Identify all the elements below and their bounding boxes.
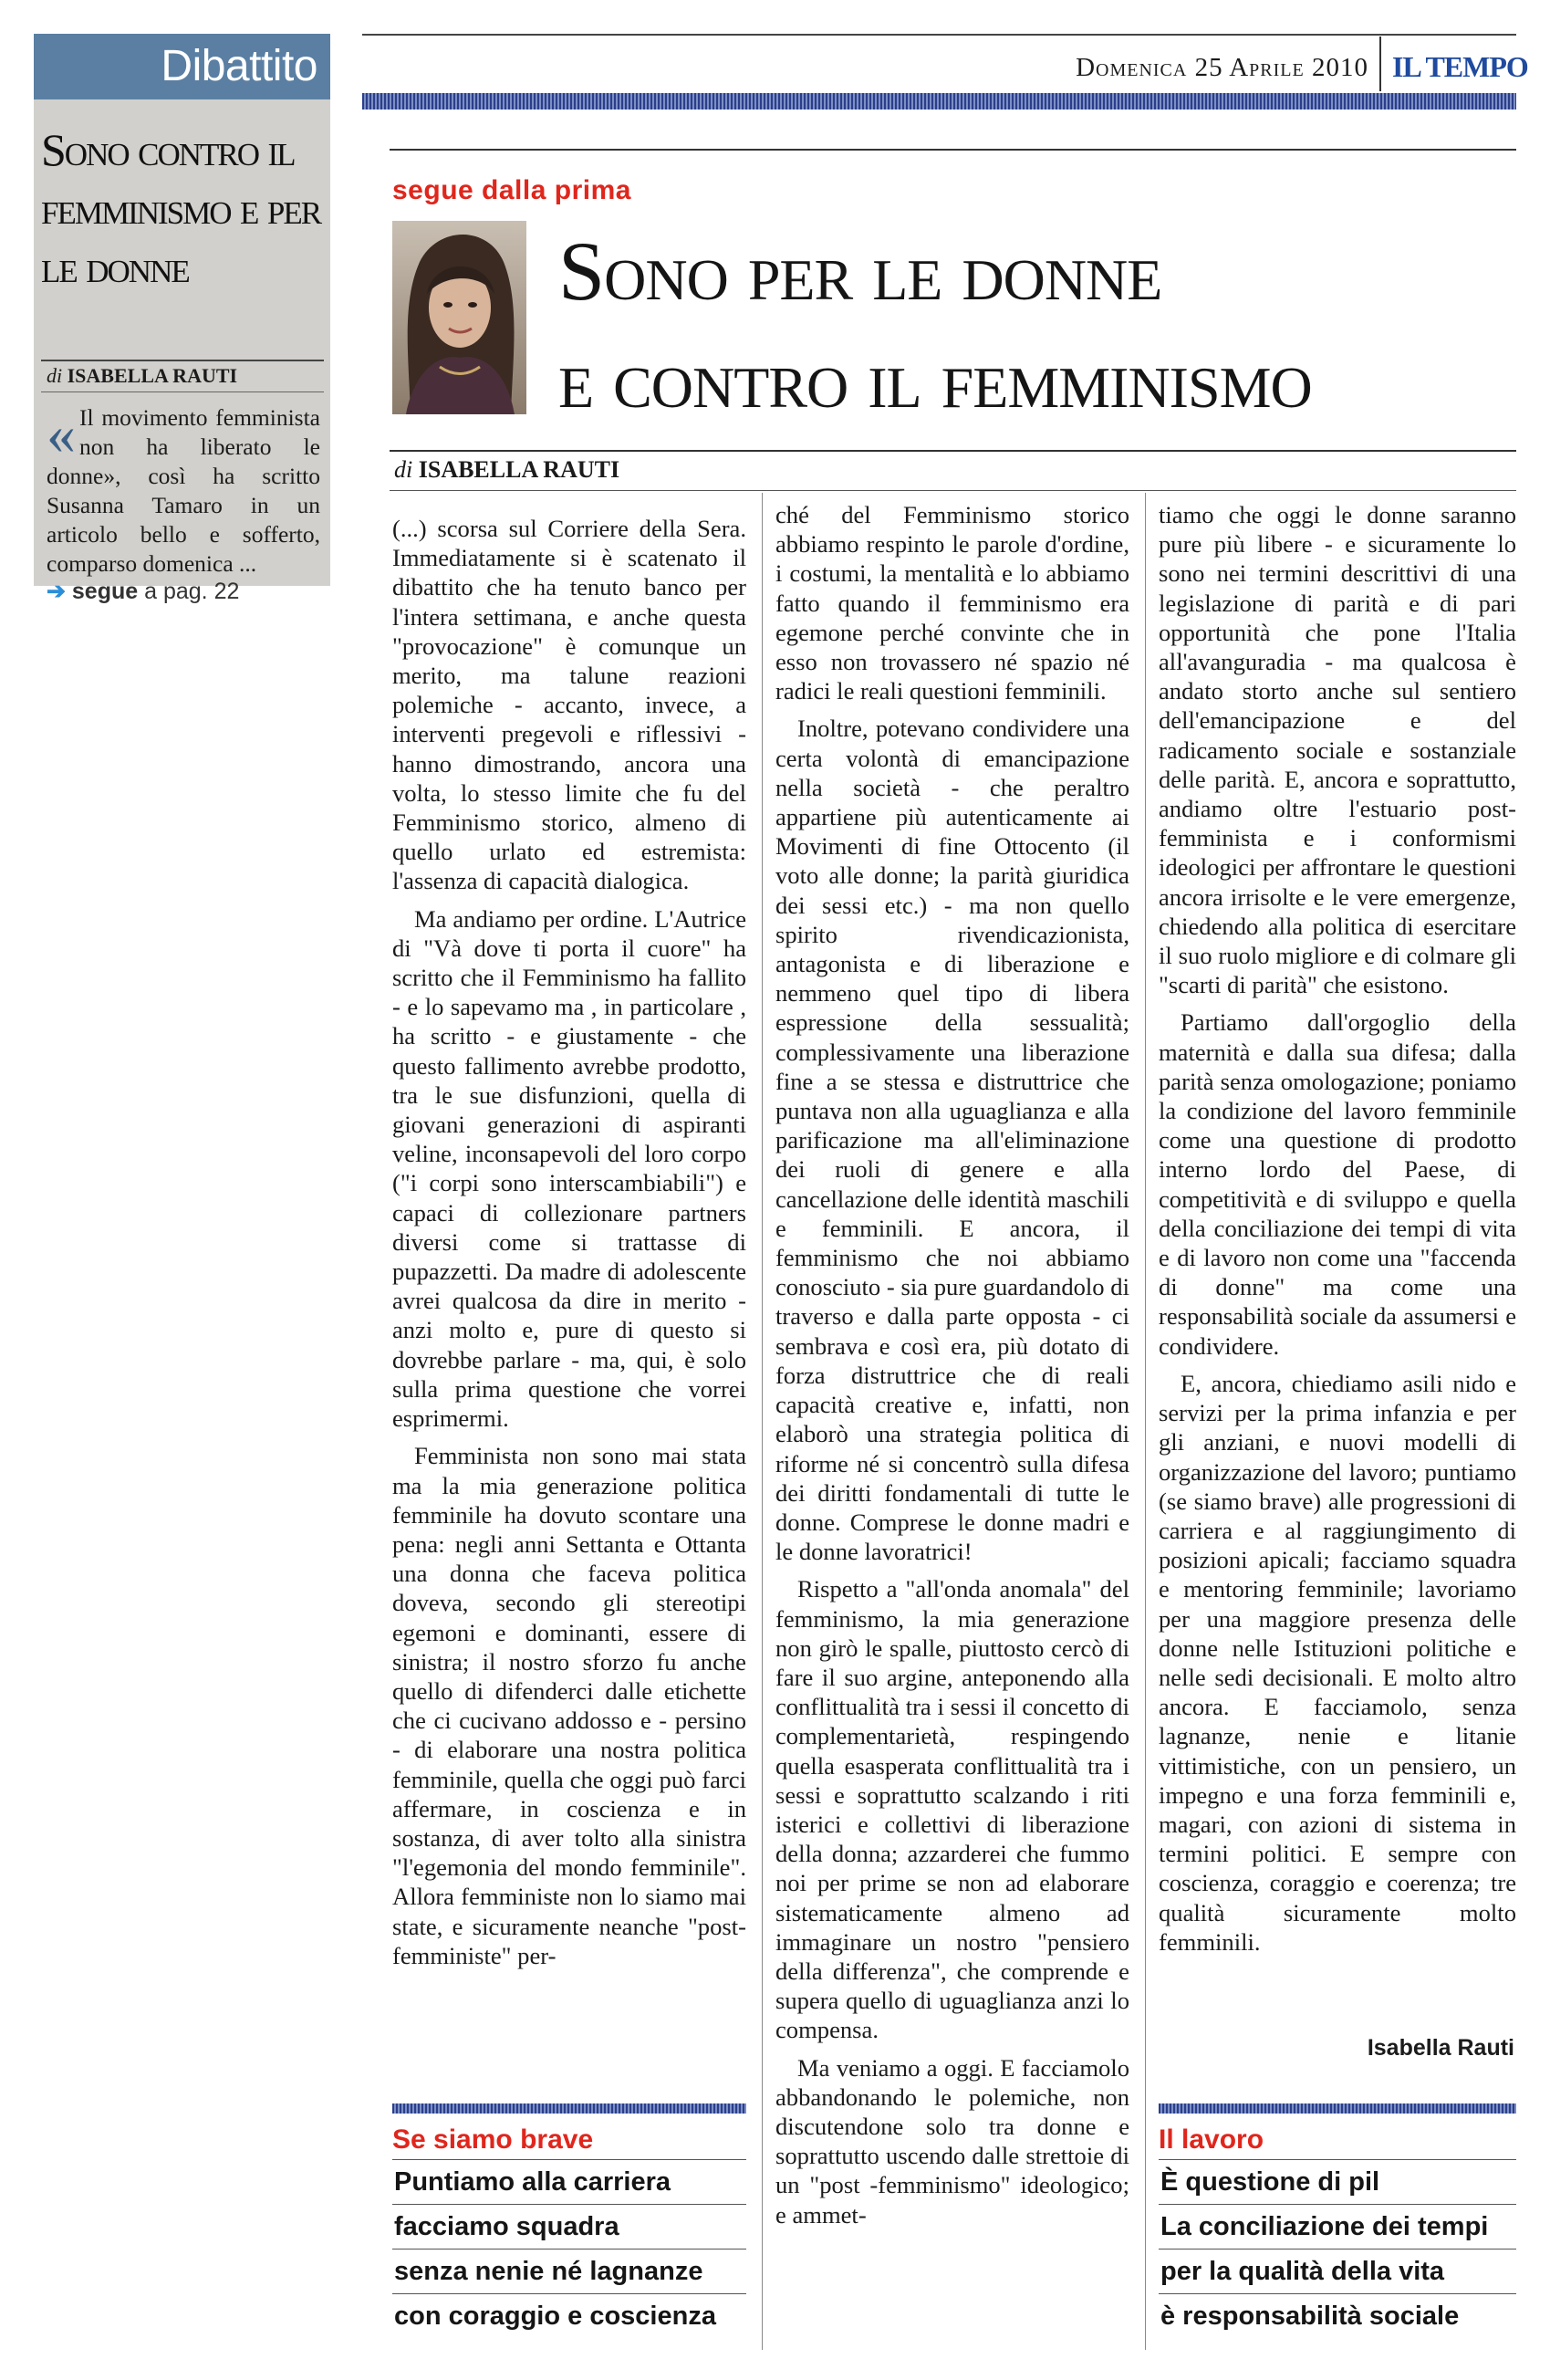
sidebar-right-item: La conciliazione dei tempi [1159,2204,1516,2249]
teaser-continue-link[interactable] [47,578,239,605]
article-column-1 [392,514,746,1970]
paragraph: (...) scorsa sul Corriere della Sera. Immediatamente si è scatenato il dibattito che ha tenuto banco per l'intera settimana, e anche questa "provocazione" è comunque un merito, ma talune reazioni polemiche - accanto, invece, a interventi pregevoli e riflessivi - hanno dimostrando, ancora una volta, lo stesso limite che fu del Femminismo storico, almeno di quello urlato ed estremista: l'assenza di capacità dialogica. [392,515,746,895]
paragraph: Inoltre, potevano condividere una certa volontà di emancipazione nella società - che peraltro appartiene più autenticamente ai Movimenti di fine Ottocento (il voto alle donne; la parità giuridica dei sessi etc.) - ma non quello spirito rivendicazionista, antagonista e di liberazione e nemmeno quel tipo di libera espressione della sessualità; complessivamente una liberazione fine a se stessa e distruttrice che puntava non alla uguaglianza e alla parificazione ma all'eliminazione dei ruoli di genere e alla cancellazione delle identità maschili e femminili. E ancora, il femminismo che noi abbiamo conosciuto - sia pure guardandolo di traverso e dalla parte opposta - ci sembrava e così era, più dotato di forza distruttrice che di reali capacità creative e, infatti, non elaborò una strategia politica di riforme né si concentrò sulla difesa dei diritti fondamentali di tutte le donne. Comprese le donne madri e le donne lavoratrici! [775,715,1129,1566]
byline-top-rule [390,450,1516,452]
sidebar-right-item: è responsabilità sociale [1159,2293,1516,2338]
newspaper-logo: IL TEMPO [1392,50,1528,83]
paragraph: Ma veniamo a oggi. E facciamolo abbandonando le polemiche, non discutendone solo tra donne e soprattutto uscendo dalle strettoie di un "post -femminismo" ideologico; e ammet- [775,2053,1129,2229]
article-top-rule [390,149,1516,151]
byline-author: ISABELLA RAUTI [418,456,620,483]
paragraph: Ma andiamo per ordine. L'Autrice di "Và dove ti porta il cuore" ha scritto che il Femminismo ha fallito - e lo sapevamo ma , in particolare , ha scritto - e giustamente - che questo fallimento avrebbe prodotto, tra le sue disfunzioni, quella di giovani generazioni di aspiranti veline, inconsapevoli del loro corpo ("i corpi sono interscambiabili") e capaci di collezionare partners diversi come si trattasse di pupazzetti. Da madre di adolescente avrei qualcosa da dire in merito - anzi molto e, pure di questo si dovrebbe parlare - ma, qui, è solo sulla prima questione che vorrei esprimermi. [392,904,746,1433]
arrow-right-icon: ➔ [47,579,66,604]
teaser-title[interactable]: Sono contro il femminismo e per le donne [41,124,321,292]
teaser-quote-text: Il movimento femminista non ha liberato le donne», così ha scritto Susanna Tamaro in un articolo bello e sofferto, comparso domenica ... [47,404,320,577]
sidebar-left-item: Puntiamo alla carriera [392,2159,746,2204]
sidebar-left-list [392,2159,746,2338]
sidebar-left-band [392,2103,746,2114]
article-column-2 [775,500,1129,2229]
author-signature: Isabella Rauti [1367,2035,1514,2061]
article-headline [558,217,1312,433]
column-divider [1145,493,1146,2350]
article-byline [394,456,619,484]
sidebar-left-item: senza nenie né lagnanze [392,2249,746,2293]
teaser-divider-2 [41,391,324,392]
article-kicker: segue dalla prima [392,175,631,205]
teaser-byline [47,364,237,388]
headline-line-1: Sono per le donne [558,224,1162,318]
sidebar-right-list [1159,2159,1516,2338]
sidebar-right-title: Il lavoro [1159,2124,1264,2155]
quote-mark-icon: « [47,402,76,466]
teaser-segue-page: a pag. 22 [144,579,240,604]
paragraph: tiamo che oggi le donne saranno pure più libere - e sicuramente lo sono nei termini descrittivi di una legislazione di parità e di pari opportunità che pone l'Italia all'avanguradia - ma qualcosa è andato storto anche sul sentiero dell'emancipazione e del radicamento sociale e sostanziale delle parità. E, ancora e soprattutto, andiamo oltre l'estuario post-femminista e i conformismi ideologici per affrontare le questioni ancora irrisolte e le vere emergenze, chiedendo alla politica di esercitare il suo ruolo migliore e di colmare gli "scarti di parità" che esistono. [1159,501,1516,999]
issue-date: Domenica 25 Aprile 2010 [1076,53,1368,82]
teaser-byline-prefix: di [47,364,63,387]
teaser-divider [41,360,324,361]
sidebar-left-item: con coraggio e coscienza [392,2293,746,2338]
teaser-box [34,34,330,604]
column-divider [762,493,763,2350]
teaser-segue-bold: segue [71,579,139,604]
sidebar-right-item: È questione di pil [1159,2159,1516,2204]
sidebar-left-title: Se siamo brave [392,2124,594,2155]
header-band [362,93,1516,110]
sidebar-right-item: per la qualità della vita [1159,2249,1516,2293]
paragraph: E, ancora, chiediamo asili nido e servizi per la prima infanzia e per gli anziani, e nuovi modelli di organizzazione del lavoro; puntiamo (se siamo brave) alle progressioni di carriera e al raggiungimento di posizioni apicali; facciamo squadra e mentoring femminile; lavoriamo per una maggiore presenza delle donne nelle Istituzioni politiche e nelle sedi decisionali. E molto altro ancora. E facciamolo, senza lagnanze, nenie e litanie vittimistiche, con un pensiero, un impegno e una forza femminili e, magari, con azioni di sistema in termini politici. E sempre con coscienza, coraggio e coerenza; tre qualità sicuramente molto femminili. [1159,1369,1516,1956]
sidebar-right-band [1159,2103,1516,2114]
paragraph: Rispetto a "all'onda anomala" del femminismo, la mia generazione non girò le spalle, piuttosto cercò di fare il suo argine, anteponendo alla conflittualità tra i sessi il concetto di complementarietà, respingendo quella esasperata conflittualità tra i sessi e soprattutto scalzando i riti isterici e collettivi di liberazione della donna; azzarderei che fummo noi per prime se non ad elaborare sistematicamente almeno ad immaginare un nostro "pensiero della differenza", che comprende e supera quello di uguaglianza anzi lo compensa. [775,1575,1129,2044]
header-separator [1379,37,1381,91]
paragraph: Partiamo dall'orgoglio della maternità e dalla sua difesa; dalla parità senza omologazione; poniamo la condizione del lavoro femminile come una questione di prodotto interno lordo del Paese, di competitività e di sviluppo e quella della conciliazione dei tempi di vita e di lavoro non come una "faccenda di donne" ma come una responsabilità sociale da assumersi e condividere. [1159,1008,1516,1360]
teaser-byline-author: ISABELLA RAUTI [67,364,238,387]
paragraph: ché del Femminismo storico abbiamo respinto le parole d'ordine, i costumi, la mentalità e lo abbiamo fatto quando il femminismo era egemone perché convinte che in esso non trovassero né spazio né radici le reali questioni femminili. [775,501,1129,705]
article-column-3 [1159,500,1516,1957]
teaser-quote [47,403,320,579]
paragraph: Femminista non sono mai stata ma la mia generazione politica femminile ha dovuto scontare una pena: negli anni Settanta e Ottanta una donna che faceva politica doveva, secondo gli stereotipi egemoni e dominanti, essere di sinistra; il nostro sforzo fu anche quello di difenderci dalle etichette che ci cucivano addosso e - persino - di elaborare una nostra politica femminile, quella che oggi può farci affermare, in coscienza e in sostanza, di aver tolto alla sinistra "l'egemonia del mondo femminile". Allora femministe non lo siamo mai state, e sicuramente neanche "post-femministe" per- [392,1442,746,1969]
byline-bottom-rule [390,490,1516,491]
byline-prefix: di [394,456,413,483]
author-portrait [392,221,526,414]
headline-line-2: e contro il femminismo [558,332,1312,425]
sidebar-left-item: facciamo squadra [392,2204,746,2249]
teaser-section-label: Dibattito [34,34,330,99]
header-top-rule [362,34,1516,36]
